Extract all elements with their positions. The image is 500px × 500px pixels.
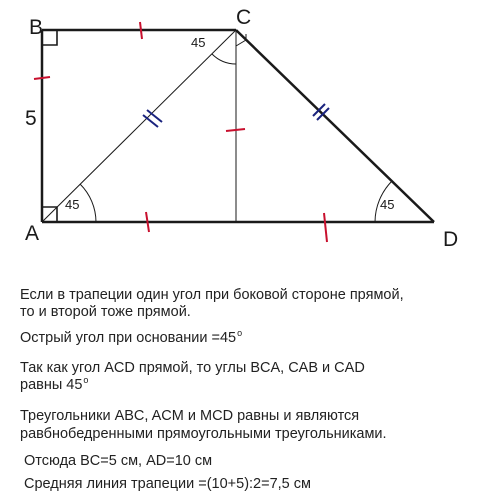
angle-arc-c bbox=[212, 54, 236, 64]
result-bases: Отсюда BC=5 см, AD=10 см bbox=[24, 453, 213, 469]
triangles-statement-line-1: Треугольники ABC, ACM и MCD равны и являются bbox=[20, 408, 360, 424]
degree-sup-1: o bbox=[237, 328, 243, 338]
tick-bc bbox=[140, 22, 142, 39]
right-angle-mark-b bbox=[42, 30, 57, 45]
tick-md bbox=[324, 213, 327, 242]
angle-label-c: 45 bbox=[191, 35, 206, 50]
vertex-label-b: B bbox=[29, 16, 44, 39]
angle-label-a: 45 bbox=[65, 197, 80, 212]
angles-statement-line-1: Так как угол ACD прямой, то углы BCA, CAB и CAD bbox=[20, 360, 365, 376]
angles-statement-line-2 bbox=[20, 377, 88, 395]
side-cd bbox=[236, 30, 434, 222]
triangles-statement-line-2: равбнобедренными прямоугольными треугольниками. bbox=[20, 426, 387, 442]
explanation-line-1: Если в трапеции один угол при боковой стороне прямой, bbox=[20, 287, 404, 303]
acute-angle-text: Острый угол при основании =45 bbox=[20, 330, 237, 346]
side-length-label-ab: 5 bbox=[25, 107, 37, 130]
angle-label-d: 45 bbox=[380, 197, 395, 212]
acute-angle-statement bbox=[20, 330, 242, 348]
vertex-label-d: D bbox=[443, 228, 459, 251]
vertex-label-c: C bbox=[236, 6, 252, 29]
result-midline: Средняя линия трапеции =(10+5):2=7,5 см bbox=[24, 476, 311, 492]
degree-sup-2: o bbox=[83, 375, 89, 385]
tick-ab bbox=[34, 77, 50, 79]
explanation-line-2: то и второй тоже прямой. bbox=[20, 304, 191, 320]
angle-arc-a bbox=[80, 184, 96, 222]
angles-statement-text: равны 45 bbox=[20, 377, 83, 393]
diagonal-ac bbox=[42, 30, 236, 222]
vertex-label-a: A bbox=[25, 222, 40, 245]
tick-cm bbox=[226, 129, 245, 131]
